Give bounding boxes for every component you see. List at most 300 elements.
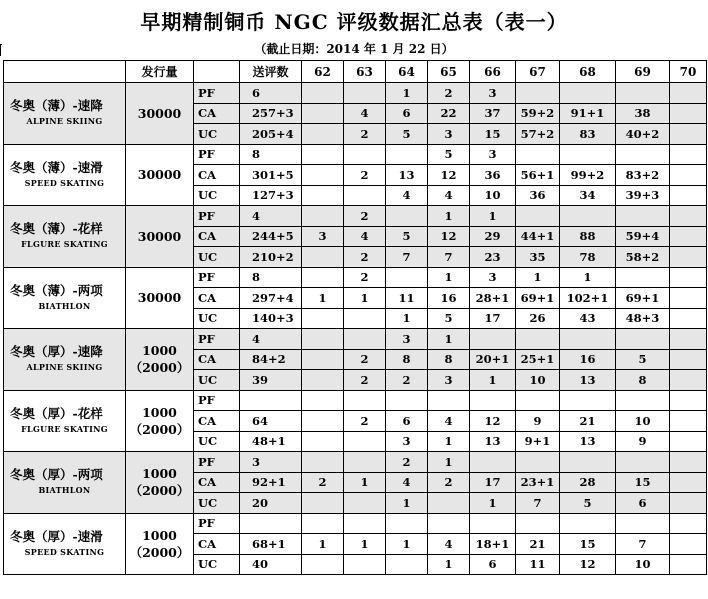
mintage-cell — [126, 329, 194, 391]
grade-count-cell — [670, 206, 707, 227]
mintage-value: （2000） — [129, 360, 190, 376]
grade-count-cell: 3 — [470, 144, 516, 165]
grade-count-cell: 9 — [516, 411, 560, 432]
header-mintage: 发行量 — [126, 61, 194, 83]
grade-count-cell: 2 — [344, 349, 386, 370]
grade-count-cell — [670, 165, 707, 186]
grade-type-cell: PF — [194, 206, 240, 227]
grade-count-cell — [302, 124, 344, 145]
grade-count-cell: 4 — [344, 103, 386, 124]
grade-count-cell: 1 — [344, 472, 386, 493]
submitted-count-cell — [240, 390, 302, 411]
grade-count-cell: 6 — [470, 554, 516, 575]
grade-count-cell: 83+2 — [616, 165, 670, 186]
grade-count-cell — [344, 513, 386, 534]
grade-count-cell — [516, 513, 560, 534]
mintage-value: 30000 — [137, 167, 182, 183]
table-row — [4, 267, 707, 288]
grade-count-cell: 88 — [560, 226, 616, 247]
grade-count-cell: 3 — [470, 83, 516, 104]
grade-count-cell: 3 — [428, 370, 470, 391]
product-name-zh: 冬奥（薄）-花样 — [10, 221, 103, 237]
product-name-en: FLGURE SKATING — [21, 239, 108, 250]
mintage-cell — [126, 144, 194, 206]
grade-count-cell: 2 — [344, 267, 386, 288]
grade-count-cell: 91+1 — [560, 103, 616, 124]
grade-count-cell: 2 — [428, 83, 470, 104]
grade-count-cell: 1 — [428, 329, 470, 350]
header-grade-68: 68 — [560, 61, 616, 83]
grade-count-cell: 1 — [428, 431, 470, 452]
grade-count-cell: 9 — [616, 431, 670, 452]
grade-count-cell: 1 — [386, 534, 428, 555]
table-body — [4, 61, 707, 575]
grade-count-cell: 5 — [386, 124, 428, 145]
grade-count-cell — [302, 431, 344, 452]
header-grade-63: 63 — [344, 61, 386, 83]
grade-count-cell: 12 — [560, 554, 616, 575]
product-name-en: ALPINE SKIING — [26, 362, 103, 373]
mintage-value: （2000） — [129, 421, 190, 437]
submitted-count-cell: 257+3 — [240, 103, 302, 124]
grade-count-cell: 3 — [386, 329, 428, 350]
grade-count-cell: 29 — [470, 226, 516, 247]
grade-count-cell: 11 — [516, 554, 560, 575]
grade-count-cell — [560, 390, 616, 411]
submitted-count-cell: 64 — [240, 411, 302, 432]
grade-type-cell: CA — [194, 165, 240, 186]
grade-count-cell: 12 — [470, 411, 516, 432]
grade-count-cell: 5 — [386, 226, 428, 247]
grade-count-cell: 99+2 — [560, 165, 616, 186]
mintage-cell — [126, 390, 194, 452]
grade-count-cell: 36 — [470, 165, 516, 186]
product-name-en: SPEED SKATING — [24, 177, 105, 188]
grade-count-cell: 69+1 — [616, 288, 670, 309]
grade-count-cell: 38 — [616, 103, 670, 124]
grade-count-cell — [428, 390, 470, 411]
grade-count-cell: 11 — [386, 288, 428, 309]
product-name-cell — [4, 390, 126, 452]
submitted-count-cell: 39 — [240, 370, 302, 391]
grade-count-cell — [386, 554, 428, 575]
grade-type-cell: CA — [194, 411, 240, 432]
mintage-cell — [126, 206, 194, 268]
submitted-count-cell: 244+5 — [240, 226, 302, 247]
grade-type-cell: CA — [194, 534, 240, 555]
grade-count-cell: 10 — [470, 185, 516, 206]
header-row — [4, 61, 707, 83]
grade-count-cell — [428, 513, 470, 534]
grade-type-cell: UC — [194, 370, 240, 391]
product-name-cell — [4, 513, 126, 575]
grade-count-cell — [344, 185, 386, 206]
grade-type-cell: UC — [194, 247, 240, 268]
grade-count-cell — [670, 124, 707, 145]
grade-count-cell — [670, 288, 707, 309]
submitted-count-cell: 48+1 — [240, 431, 302, 452]
submitted-count-cell: 297+4 — [240, 288, 302, 309]
grade-count-cell: 57+2 — [516, 124, 560, 145]
submitted-count-cell: 8 — [240, 267, 302, 288]
mintage-value: （2000） — [129, 544, 190, 560]
grade-count-cell: 18+1 — [470, 534, 516, 555]
grade-count-cell — [616, 267, 670, 288]
grade-count-cell — [386, 267, 428, 288]
grade-count-cell: 2 — [344, 165, 386, 186]
grade-count-cell — [670, 370, 707, 391]
submitted-count-cell: 127+3 — [240, 185, 302, 206]
table-row — [4, 390, 707, 411]
grade-count-cell: 2 — [302, 472, 344, 493]
grade-count-cell: 1 — [470, 206, 516, 227]
grade-count-cell — [616, 206, 670, 227]
product-name-zh: 冬奥（厚）-两项 — [10, 467, 103, 483]
grade-count-cell — [670, 411, 707, 432]
grade-count-cell: 1 — [386, 493, 428, 514]
grade-count-cell: 3 — [302, 226, 344, 247]
grade-count-cell — [560, 144, 616, 165]
submitted-count-cell: 6 — [240, 83, 302, 104]
grade-count-cell — [670, 144, 707, 165]
product-name-en: FLGURE SKATING — [21, 423, 108, 434]
grade-count-cell — [344, 390, 386, 411]
submitted-count-cell: 210+2 — [240, 247, 302, 268]
grade-count-cell — [670, 431, 707, 452]
mintage-value: 1000 — [142, 404, 177, 420]
submitted-count-cell: 92+1 — [240, 472, 302, 493]
product-name-cell — [4, 329, 126, 391]
grade-count-cell — [386, 390, 428, 411]
grade-type-cell: CA — [194, 103, 240, 124]
grade-count-cell — [302, 411, 344, 432]
mintage-value: （2000） — [129, 483, 190, 499]
grade-count-cell — [344, 83, 386, 104]
grade-count-cell: 4 — [428, 534, 470, 555]
grade-count-cell — [302, 165, 344, 186]
grade-count-cell: 8 — [616, 370, 670, 391]
grade-count-cell — [670, 185, 707, 206]
grade-count-cell — [670, 247, 707, 268]
product-name-cell — [4, 267, 126, 329]
grade-count-cell — [386, 513, 428, 534]
grade-count-cell — [470, 513, 516, 534]
grade-count-cell: 22 — [428, 103, 470, 124]
grade-count-cell — [670, 390, 707, 411]
grade-count-cell — [670, 329, 707, 350]
grade-count-cell: 1 — [302, 288, 344, 309]
submitted-count-cell: 84+2 — [240, 349, 302, 370]
header-grade-69: 69 — [616, 61, 670, 83]
mintage-cell — [126, 513, 194, 575]
mintage-value: 30000 — [137, 228, 182, 244]
grade-count-cell: 4 — [344, 226, 386, 247]
grade-count-cell: 6 — [386, 411, 428, 432]
grade-count-cell: 59+4 — [616, 226, 670, 247]
product-name-en: SPEED SKATING — [24, 546, 105, 557]
grade-count-cell: 13 — [470, 431, 516, 452]
grade-count-cell — [616, 390, 670, 411]
grade-count-cell: 58+2 — [616, 247, 670, 268]
grade-count-cell — [516, 390, 560, 411]
submitted-count-cell: 8 — [240, 144, 302, 165]
grade-count-cell: 83 — [560, 124, 616, 145]
mintage-value: 1000 — [142, 527, 177, 543]
grade-count-cell — [616, 452, 670, 473]
grade-count-cell: 25+1 — [516, 349, 560, 370]
table-row — [4, 144, 707, 165]
header-grade-64: 64 — [386, 61, 428, 83]
grade-count-cell: 1 — [470, 370, 516, 391]
grade-count-cell: 7 — [516, 493, 560, 514]
grade-count-cell: 69+1 — [516, 288, 560, 309]
grade-count-cell: 3 — [386, 431, 428, 452]
grade-count-cell — [302, 206, 344, 227]
header-grade-67: 67 — [516, 61, 560, 83]
grade-count-cell: 43 — [560, 308, 616, 329]
product-name-en: BIATHLON — [38, 485, 91, 496]
cutoff-date: （截止日期：2014 年 1 月 22 日） — [254, 42, 454, 56]
header-grade-65: 65 — [428, 61, 470, 83]
grade-type-cell: PF — [194, 513, 240, 534]
grade-type-cell: CA — [194, 288, 240, 309]
grade-count-cell — [302, 185, 344, 206]
table-row — [4, 329, 707, 350]
submitted-count-cell — [240, 513, 302, 534]
grade-count-cell: 4 — [386, 185, 428, 206]
grade-count-cell: 15 — [560, 534, 616, 555]
grade-count-cell: 1 — [560, 267, 616, 288]
grade-count-cell — [302, 554, 344, 575]
mintage-value: 30000 — [137, 105, 182, 121]
grade-count-cell: 23+1 — [516, 472, 560, 493]
grade-type-cell: PF — [194, 390, 240, 411]
grade-count-cell — [560, 83, 616, 104]
grade-type-cell: UC — [194, 431, 240, 452]
table-row — [4, 513, 707, 534]
submitted-count-cell: 68+1 — [240, 534, 302, 555]
grade-count-cell — [302, 308, 344, 329]
grade-type-cell: UC — [194, 308, 240, 329]
grade-count-cell: 2 — [386, 370, 428, 391]
product-name-cell — [4, 144, 126, 206]
grade-count-cell: 21 — [560, 411, 616, 432]
submitted-count-cell: 205+4 — [240, 124, 302, 145]
grade-type-cell: PF — [194, 329, 240, 350]
grade-count-cell — [344, 308, 386, 329]
grade-count-cell — [344, 452, 386, 473]
grade-count-cell: 15 — [616, 472, 670, 493]
grade-count-cell — [302, 83, 344, 104]
header-grade-type — [194, 61, 240, 83]
grade-count-cell — [470, 452, 516, 473]
grade-count-cell: 26 — [516, 308, 560, 329]
grade-count-cell: 4 — [386, 472, 428, 493]
table-row — [4, 83, 707, 104]
grade-count-cell: 44+1 — [516, 226, 560, 247]
grade-count-cell — [302, 452, 344, 473]
grade-count-cell: 5 — [560, 493, 616, 514]
grade-count-cell: 7 — [386, 247, 428, 268]
mintage-cell — [126, 83, 194, 145]
grade-count-cell: 59+2 — [516, 103, 560, 124]
grade-count-cell — [616, 329, 670, 350]
submitted-count-cell: 3 — [240, 452, 302, 473]
grade-count-cell — [470, 329, 516, 350]
grade-count-cell: 1 — [428, 554, 470, 575]
grade-count-cell — [516, 144, 560, 165]
grade-count-cell: 1 — [516, 267, 560, 288]
submitted-count-cell: 40 — [240, 554, 302, 575]
grade-count-cell — [302, 247, 344, 268]
grade-count-cell: 2 — [386, 452, 428, 473]
grade-count-cell: 17 — [470, 472, 516, 493]
grade-count-cell — [302, 329, 344, 350]
grade-count-cell: 8 — [428, 349, 470, 370]
table-row — [4, 206, 707, 227]
grade-count-cell: 7 — [428, 247, 470, 268]
grade-count-cell — [302, 493, 344, 514]
grade-count-cell: 1 — [428, 267, 470, 288]
grade-count-cell — [302, 267, 344, 288]
grade-count-cell: 2 — [344, 206, 386, 227]
product-name-zh: 冬奥（薄）-速降 — [10, 98, 103, 114]
grade-count-cell — [670, 534, 707, 555]
header-product — [4, 61, 126, 83]
grade-type-cell: CA — [194, 349, 240, 370]
grade-count-cell: 17 — [470, 308, 516, 329]
grade-count-cell — [302, 390, 344, 411]
grade-count-cell: 4 — [428, 411, 470, 432]
grade-count-cell: 28 — [560, 472, 616, 493]
grade-count-cell — [516, 452, 560, 473]
grade-count-cell: 13 — [386, 165, 428, 186]
grade-count-cell — [670, 308, 707, 329]
product-name-zh: 冬奥（薄）-两项 — [10, 282, 103, 298]
grade-count-cell — [344, 144, 386, 165]
grade-count-cell: 2 — [344, 124, 386, 145]
grade-count-cell — [344, 329, 386, 350]
grade-count-cell — [670, 267, 707, 288]
grade-count-cell — [470, 390, 516, 411]
grade-count-cell: 4 — [428, 185, 470, 206]
grade-count-cell — [670, 83, 707, 104]
grade-type-cell: PF — [194, 144, 240, 165]
grade-type-cell: UC — [194, 493, 240, 514]
grade-count-cell: 35 — [516, 247, 560, 268]
header-submitted: 送评数 — [240, 61, 302, 83]
grade-count-cell: 1 — [302, 534, 344, 555]
product-name-en: BIATHLON — [38, 300, 91, 311]
grade-count-cell: 2 — [344, 370, 386, 391]
grade-type-cell: CA — [194, 472, 240, 493]
grade-count-cell — [428, 493, 470, 514]
grade-count-cell: 12 — [428, 165, 470, 186]
grade-count-cell — [344, 493, 386, 514]
grade-count-cell: 5 — [428, 308, 470, 329]
grade-count-cell: 7 — [616, 534, 670, 555]
grade-count-cell — [670, 103, 707, 124]
product-name-zh: 冬奥（薄）-速滑 — [10, 159, 103, 175]
grade-count-cell — [344, 554, 386, 575]
grade-count-cell: 6 — [386, 103, 428, 124]
grade-count-cell: 9+1 — [516, 431, 560, 452]
grade-count-cell — [302, 144, 344, 165]
grade-count-cell: 1 — [428, 452, 470, 473]
mintage-cell — [126, 452, 194, 514]
grade-count-cell: 13 — [560, 370, 616, 391]
grade-count-cell — [302, 349, 344, 370]
grade-count-cell: 36 — [516, 185, 560, 206]
grade-type-cell: UC — [194, 554, 240, 575]
grade-count-cell: 13 — [560, 431, 616, 452]
header-grade-66: 66 — [470, 61, 516, 83]
grade-count-cell: 3 — [470, 267, 516, 288]
mintage-value: 30000 — [137, 290, 182, 306]
grade-type-cell: PF — [194, 83, 240, 104]
grade-count-cell: 40+2 — [616, 124, 670, 145]
grade-count-cell: 15 — [470, 124, 516, 145]
grade-count-cell: 8 — [386, 349, 428, 370]
grade-count-cell — [670, 349, 707, 370]
grading-data-table — [3, 60, 707, 575]
grade-count-cell: 6 — [616, 493, 670, 514]
grade-count-cell — [516, 329, 560, 350]
grade-count-cell: 1 — [428, 206, 470, 227]
grade-count-cell: 2 — [344, 247, 386, 268]
grade-type-cell: UC — [194, 185, 240, 206]
product-name-zh: 冬奥（厚）-速降 — [10, 344, 103, 360]
grade-count-cell: 16 — [428, 288, 470, 309]
submitted-count-cell: 301+5 — [240, 165, 302, 186]
grade-count-cell: 1 — [386, 308, 428, 329]
grade-count-cell: 56+1 — [516, 165, 560, 186]
grade-count-cell: 102+1 — [560, 288, 616, 309]
grade-count-cell — [302, 370, 344, 391]
table-row — [4, 452, 707, 473]
grade-count-cell: 2 — [428, 472, 470, 493]
grade-count-cell: 12 — [428, 226, 470, 247]
grade-count-cell — [344, 431, 386, 452]
grade-type-cell: CA — [194, 226, 240, 247]
grade-count-cell — [616, 144, 670, 165]
grade-count-cell: 48+3 — [616, 308, 670, 329]
page-title: 早期精制铜币 NGC 评级数据汇总表（表一） — [140, 10, 568, 34]
grade-count-cell — [386, 144, 428, 165]
product-name-cell — [4, 83, 126, 145]
grade-count-cell — [386, 206, 428, 227]
grade-count-cell: 39+3 — [616, 185, 670, 206]
grade-count-cell: 1 — [386, 83, 428, 104]
grade-count-cell: 2 — [344, 411, 386, 432]
grade-count-cell: 5 — [616, 349, 670, 370]
grade-count-cell — [670, 452, 707, 473]
grade-count-cell — [560, 452, 616, 473]
submitted-count-cell: 4 — [240, 329, 302, 350]
grade-count-cell — [516, 83, 560, 104]
grade-count-cell — [516, 206, 560, 227]
submitted-count-cell: 20 — [240, 493, 302, 514]
grade-type-cell: PF — [194, 267, 240, 288]
grade-count-cell — [670, 226, 707, 247]
mintage-value: 1000 — [142, 466, 177, 482]
mintage-value: 1000 — [142, 343, 177, 359]
grade-count-cell — [302, 103, 344, 124]
grade-count-cell: 16 — [560, 349, 616, 370]
grade-count-cell: 78 — [560, 247, 616, 268]
grade-count-cell — [302, 513, 344, 534]
grade-count-cell — [560, 329, 616, 350]
